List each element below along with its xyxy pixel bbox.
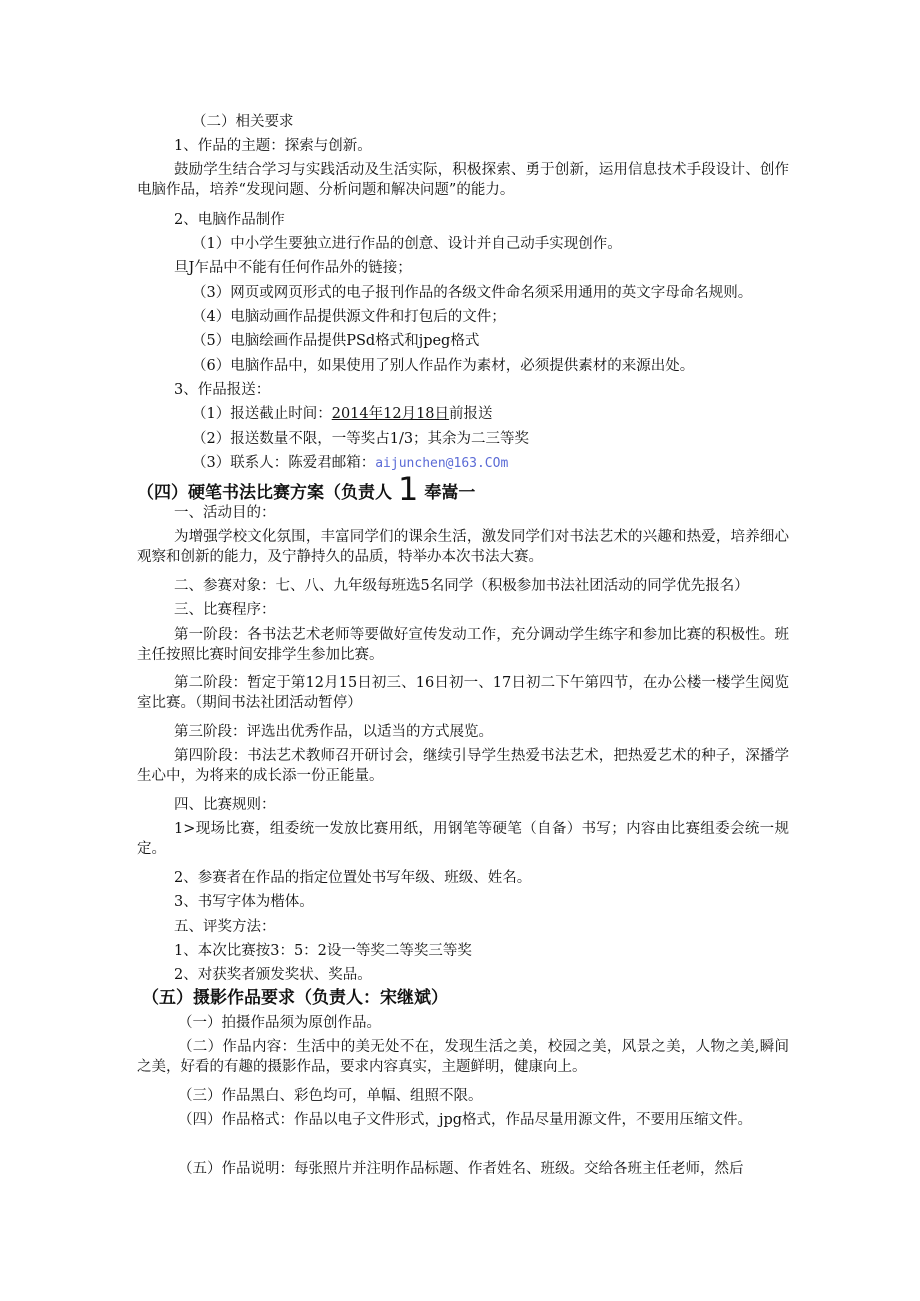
section-4-heading xyxy=(137,470,476,508)
s5-item-1: （一）拍摄作品须为原创作品。 xyxy=(178,1015,381,1031)
s4-purpose-heading: 一、活动目的： xyxy=(174,505,276,521)
deadline-suffix: 前报送 xyxy=(449,406,493,422)
req-2-item-6: （6）电脑作品中，如果使用了别人作品作为素材，必须提供素材的来源出处。 xyxy=(192,358,695,374)
s4-stage-1: 第一阶段：各书法艺术老师等要做好宣传发动工作，充分调动学生练字和参加比赛的积极性。班主任按照比赛时间安排学生参加比赛。 xyxy=(137,627,789,663)
req-1-theme: 1、作品的主题：探索与创新。 xyxy=(174,138,372,154)
req-3-heading: 3、作品报送： xyxy=(174,382,271,398)
s4-stage-2: 第二阶段：暂定于第12月15日初三、16日初一、17日初二下午第四节，在办公楼一楼学生阅览室比赛。（期间书法社团活动暂停） xyxy=(137,675,789,711)
s5-item-3: （三）作品黑白、彩色均可，单幅、组照不限。 xyxy=(178,1088,483,1104)
contact-label: （3）联系人：陈爱君邮箱： xyxy=(192,455,376,471)
s4-participants: 二、参赛对象：七、八、九年级每班选5名同学（积极参加书法社团活动的同学优先报名） xyxy=(174,578,749,594)
s4-award-2: 2、对获奖者颁发奖状、奖品。 xyxy=(174,967,372,983)
s4-rule-1: 1>现场比赛，组委统一发放比赛用纸，用钢笔等硬笔（自备）书写；内容由比赛组委会统一规定。 xyxy=(137,821,789,857)
req-1-description: 鼓励学生结合学习与实践活动及生活实际，积极探索、勇于创新，运用信息技术手段设计、创作电脑作品，培养“发现问题、分析问题和解决问题”的能力。 xyxy=(137,162,789,198)
s5-item-2: （二）作品内容：生活中的美无处不在，发现生活之美，校园之美，风景之美，人物之美,瞬间之美，好看的有趣的摄影作品，要求内容真实，主题鲜明，健康向上。 xyxy=(137,1039,789,1075)
section-4-title-tail: 奉嵩一 xyxy=(424,483,476,503)
req-2-item-5: （5）电脑绘画作品提供PSd格式和jpeg格式 xyxy=(192,333,480,349)
s4-rules-heading: 四、比赛规则： xyxy=(174,797,276,813)
req-3-item-2: （2）报送数量不限，一等奖占1/3；其余为二三等奖 xyxy=(192,431,530,447)
req-3-item-1 xyxy=(192,404,493,424)
section-4-title: （四）硬笔书法比赛方案（负责人 xyxy=(137,483,392,503)
s4-rule-2: 2、参赛者在作品的指定位置处书写年级、班级、姓名。 xyxy=(174,870,532,886)
section-4-large-digit: 1 xyxy=(398,470,419,508)
s4-rule-3: 3、书写字体为楷体。 xyxy=(174,894,314,910)
deadline-date: 2014年12月18日 xyxy=(331,406,450,422)
requirements-heading: （二）相关要求 xyxy=(192,114,294,130)
s4-stage-4: 第四阶段：书法艺术教师召开研讨会，继续引导学生热爱书法艺术，把热爱艺术的种子，深播学生心中，为将来的成长添一份正能量。 xyxy=(137,748,789,784)
s5-item-4: （四）作品格式：作品以电子文件形式，jpg格式，作品尽量用源文件，不要用压缩文件。 xyxy=(178,1112,753,1128)
s4-procedure-heading: 三、比赛程序： xyxy=(174,602,276,618)
s4-award-1: 1、本次比赛按3：5：2设一等奖二等奖三等奖 xyxy=(174,943,472,959)
s4-purpose-text: 为增强学校文化氛围，丰富同学们的课余生活，激发同学们对书法艺术的兴趣和热爱，培养细心观察和创新的能力，及宁静持久的品质，特举办本次书法大赛。 xyxy=(137,529,789,565)
s4-stage-3: 第三阶段：评选出优秀作品，以适当的方式展览。 xyxy=(174,724,493,740)
req-2-item-4: （4）电脑动画作品提供源文件和打包后的文件； xyxy=(192,309,506,325)
section-5-heading: （五）摄影作品要求（负责人：宋继斌） xyxy=(142,988,448,1008)
deadline-label: （1）报送截止时间： xyxy=(192,406,332,422)
req-3-item-3 xyxy=(192,453,508,474)
contact-email-link[interactable]: aijunchen@163.COm xyxy=(375,456,509,471)
s5-item-5: （五）作品说明：每张照片并注明作品标题、作者姓名、班级。交给各班主任老师，然后 xyxy=(178,1161,744,1177)
req-2-heading: 2、电脑作品制作 xyxy=(174,212,285,228)
req-2-item-1: （1）中小学生要独立进行作品的创意、设计并自己动手实现创作。 xyxy=(192,236,622,252)
s4-awards-heading: 五、评奖方法： xyxy=(174,919,276,935)
req-2-item-2: 旦J乍品中不能有任何作品外的链接； xyxy=(174,260,412,276)
req-2-item-3: （3）网页或网页形式的电子报刊作品的各级文件命名须采用通用的英文字母命名规则。 xyxy=(192,285,753,301)
